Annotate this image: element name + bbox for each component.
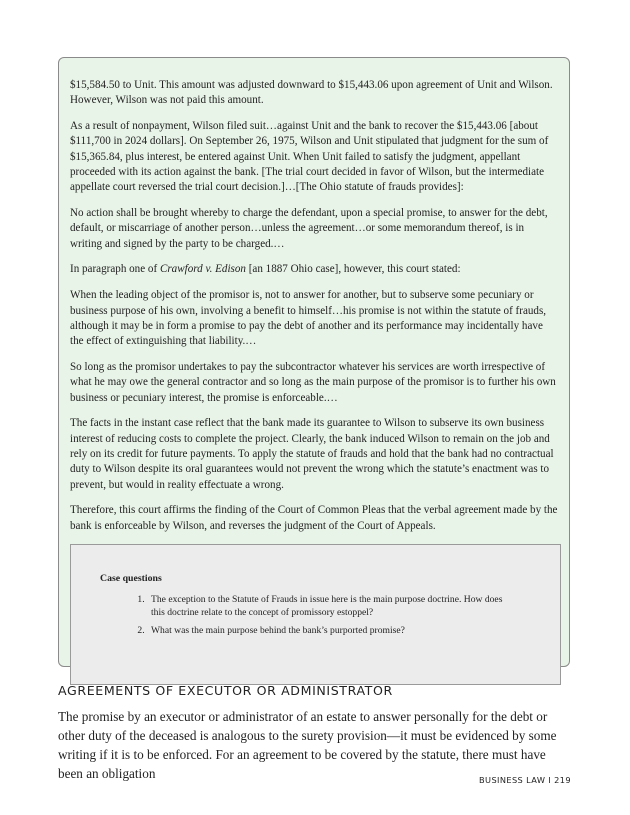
case-paragraph-1: $15,584.50 to Unit. This amount was adjusted downward to $15,443.06 upon agreement of Unit and Wilson. However, Wilson was not paid this amount. [70, 79, 553, 107]
case-paragraph-5: When the leading object of the promisor is, not to answer for another, but to subserve some pecuniary or business purpose of his own, involving a benefit to himself…his promise is not within the statute of frauds, although it may be in form a promise to pay the debt of another and its performance may incidentally have the effect of extinguishing that liability.… [70, 289, 547, 348]
case-questions-list [100, 593, 560, 637]
case-question-2: 2. What was the main purpose behind the bank’s purported promise? [147, 624, 511, 637]
case-paragraph-8: Therefore, this court affirms the finding of the Court of Common Pleas that the verbal agreement made by the bank is enforceable by Wilson, and reverses the judgment of the Court of Appeals. [70, 504, 558, 532]
case-paragraph-4 [70, 262, 558, 277]
page-footer: BUSINESS LAW I 219 [479, 775, 571, 785]
case-questions-title: Case questions [100, 573, 162, 585]
case-paragraph-6: So long as the promisor undertakes to pay the subcontractor whatever his services are worth irrespective of what he may owe the general contractor and so long as the main purpose of the promisor is to further his own business or pecuniary interest, the promise is enforceable.… [70, 360, 556, 404]
section-heading: AGREEMENTS OF EXECUTOR OR ADMINISTRATOR [58, 683, 393, 698]
case-paragraph-4-after: [an 1887 Ohio case], however, this court stated: [245, 263, 461, 276]
case-excerpt-box [58, 57, 570, 667]
section-body-text: The promise by an executor or administrator of an estate to answer personally for the debt or other duty of the deceased is analogous to the surety provision—it must be evidenced by some writing if it is to be enforced. For an agreement to be covered by the statute, there must have been an obligation [58, 709, 557, 781]
case-paragraph-3: No action shall be brought whereby to charge the defendant, upon a special promise, to answer for the debt, default, or miscarriage of another person…unless the agreement…or some memorandum thereof, is in writing and signed by the party to be charged.… [70, 207, 548, 250]
case-questions-box [70, 544, 561, 685]
case-paragraph-4-before: In paragraph one of [70, 263, 160, 276]
case-question-1: 1. The exception to the Statute of Frauds in issue here is the main purpose doctrine. How does this doctrine relate to the concept of promissory estoppel? [147, 593, 511, 619]
case-paragraph-7: The facts in the instant case reflect that the bank made its guarantee to Wilson to subserve its own business interest of reducing costs to complete the project. Clearly, the bank induced Wilson to remain on the job and rely on its credit for future payments. To apply the statute of frauds and hold that the bank had no contractual duty to Wilson despite its oral guarantees would not prevent the wrong which the statute’s enactment was to prevent, but would in reality effectuate a wrong. [70, 417, 554, 491]
case-citation-italic: Crawford v. Edison [159, 263, 246, 276]
case-paragraph-2: As a result of nonpayment, Wilson filed suit…against Unit and the bank to recover the $15,443.06 [about $111,700 in 2024 dollars]. On September 26, 1975, Wilson and Unit stipulated that judgment for the sum of $15,365.84, plus interest, be entered against Unit. When Unit failed to satisfy the judgment, appellant proceeded with its action against the bank. [The trial court decided in favor of Wilson, but the intermediate appellate court reversed the trial court decision.]…[The Ohio statute of frauds provides]: [70, 120, 549, 194]
